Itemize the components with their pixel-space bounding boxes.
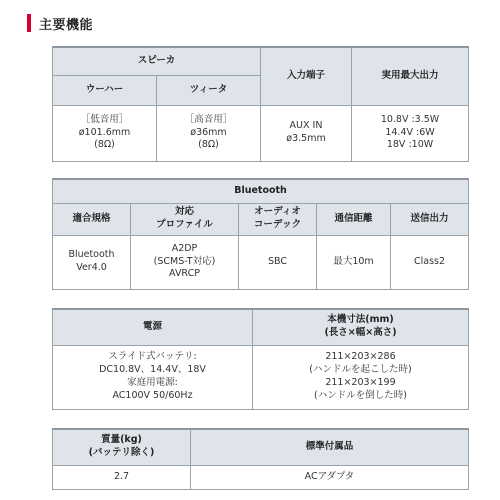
accessories-value: ACアダプタ xyxy=(191,465,469,489)
woofer-header: ウーハー xyxy=(53,75,157,105)
power-value: スライド式バッテリ: DC10.8V、14.4V、18V 家庭用電源: AC100V 50/60Hz xyxy=(53,345,253,409)
bt-col-profile: 対応 プロファイル xyxy=(131,203,239,235)
bt-range-value: 最大10m xyxy=(317,235,391,289)
bt-codec-value: SBC xyxy=(239,235,317,289)
accessories-header: 標準付属品 xyxy=(191,429,469,465)
mass-header: 質量(kg) (バッテリ除く) xyxy=(53,429,191,465)
input-terminal-value: AUX IN ø3.5mm xyxy=(261,105,352,161)
power-header: 電源 xyxy=(53,309,253,345)
heading-accent-bar xyxy=(27,14,31,32)
tweeter-header: ツィータ xyxy=(157,75,261,105)
bt-profile-value: A2DP (SCMS-T対応) AVRCP xyxy=(131,235,239,289)
bt-col-codec: オーディオ コーデック xyxy=(239,203,317,235)
mass-value: 2.7 xyxy=(53,465,191,489)
power-spec-table xyxy=(52,308,469,410)
input-terminal-header: 入力端子 xyxy=(261,47,352,105)
bt-col-output: 送信出力 xyxy=(391,203,469,235)
woofer-value: ［低音用］ ø101.6mm (8Ω) xyxy=(53,105,157,161)
tweeter-value: ［高音用］ ø36mm (8Ω) xyxy=(157,105,261,161)
speaker-spec-table xyxy=(52,46,469,162)
bt-output-value: Class2 xyxy=(391,235,469,289)
bluetooth-spec-table xyxy=(52,178,469,290)
dimensions-header: 本機寸法(mm) (長さ×幅×高さ) xyxy=(253,309,469,345)
max-output-header: 実用最大出力 xyxy=(352,47,469,105)
dimensions-value: 211×203×286 (ハンドルを起こした時) 211×203×199 (ハンドルを倒した時) xyxy=(253,345,469,409)
bt-standard-value: Bluetooth Ver4.0 xyxy=(53,235,131,289)
mass-spec-table xyxy=(52,428,469,490)
section-title-text: 主要機能 xyxy=(39,17,94,33)
bt-col-range: 通信距離 xyxy=(317,203,391,235)
section-heading xyxy=(27,14,93,32)
bt-col-standard: 適合規格 xyxy=(53,203,131,235)
speaker-header: スピーカ xyxy=(53,47,261,75)
max-output-value: 10.8V :3.5W 14.4V :6W 18V :10W xyxy=(352,105,469,161)
bluetooth-header: Bluetooth xyxy=(53,179,469,203)
